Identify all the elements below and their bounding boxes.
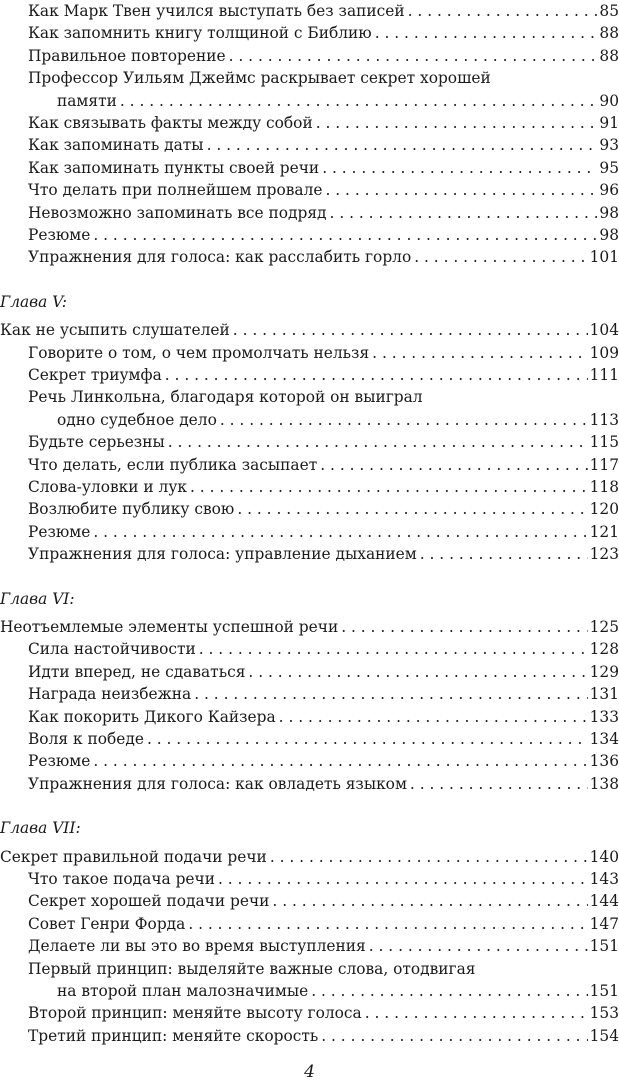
- entry-title: Что делать, если публика засыпает: [28, 455, 318, 474]
- entry-title: Как запоминать даты: [28, 136, 204, 155]
- dot-leader: [272, 890, 587, 912]
- dot-leader: [330, 202, 598, 224]
- toc-entry: [0, 90, 619, 112]
- entry-page-number: 144: [589, 892, 619, 911]
- entry-page-number: 88: [599, 24, 619, 43]
- entry-title: Совет Генри Форда: [28, 914, 186, 933]
- entry-page-number: 90: [599, 91, 619, 110]
- entry-title: Как связывать факты между собой: [28, 114, 313, 132]
- entry-title: Что такое подача речи: [28, 870, 215, 888]
- toc-entry: [0, 112, 619, 134]
- entry-page-number: 95: [599, 158, 619, 177]
- entry-page-number: 133: [589, 707, 619, 726]
- toc-entry: [0, 476, 619, 498]
- entry-title: памяти: [57, 91, 117, 110]
- toc-entry: [0, 498, 619, 520]
- toc-entry: [0, 521, 619, 543]
- toc-entry: [0, 980, 619, 1002]
- dot-leader: [190, 476, 588, 498]
- dot-leader: [147, 728, 588, 750]
- entry-title-first-line: Первый принцип: выделяйте важные слова, отодвигая: [28, 959, 476, 978]
- entry-page-number: 96: [599, 181, 619, 200]
- toc-entry: [0, 683, 619, 705]
- dot-leader: [237, 498, 587, 520]
- entry-title: Воля к победе: [28, 730, 144, 748]
- dot-leader: [270, 846, 588, 868]
- toc-entry: [0, 1002, 619, 1024]
- entry-page-number: 111: [589, 366, 619, 384]
- entry-title: Упражнения для голоса: как расслабить горло: [28, 248, 412, 267]
- toc-entry: [0, 706, 619, 728]
- chapter-heading: Глава VI:: [0, 589, 75, 608]
- entry-title: Будьте серьезны: [28, 433, 165, 452]
- entry-title: Слова-уловки и лук: [28, 478, 187, 496]
- dot-leader: [410, 773, 588, 795]
- dot-leader: [248, 661, 587, 683]
- dot-leader: [199, 638, 588, 660]
- entry-title: Резюме: [28, 226, 91, 244]
- dot-leader: [321, 1025, 587, 1047]
- entry-title: Упражнения для голоса: управление дыханием: [28, 545, 417, 564]
- dot-leader: [311, 980, 587, 1002]
- entry-title: Награда неизбежна: [28, 685, 192, 704]
- toc-entry: [0, 543, 619, 565]
- dot-leader: [325, 179, 597, 201]
- entry-title: Второй принцип: меняйте высоту голоса: [28, 1004, 362, 1023]
- toc-entry: [0, 409, 619, 431]
- entry-page-number: 123: [589, 545, 619, 564]
- entry-page-number: 138: [589, 774, 619, 793]
- toc-entry: [0, 202, 619, 224]
- dot-leader: [188, 913, 587, 935]
- entry-title: Сила настойчивости: [28, 640, 196, 659]
- entry-page-number: 125: [589, 618, 619, 636]
- toc-entry: [0, 868, 619, 890]
- toc-entry-first-line: [0, 958, 619, 980]
- entry-title-first-line: Профессор Уильям Джеймс раскрывает секрет хорошей: [28, 69, 491, 88]
- dot-leader: [194, 683, 587, 705]
- toc-entry-first-line: [0, 386, 619, 408]
- dot-leader: [320, 454, 587, 476]
- entry-page-number: 101: [589, 248, 619, 267]
- toc-entry: [0, 0, 619, 22]
- entry-page-number: 134: [589, 730, 619, 748]
- toc-entry: [0, 750, 619, 772]
- toc-entry: [0, 1025, 619, 1047]
- dot-leader: [316, 112, 598, 134]
- dot-leader: [408, 0, 598, 22]
- entry-page-number: 131: [589, 685, 619, 704]
- page-number: 4: [304, 1062, 315, 1082]
- entry-title: Как запоминать пункты своей речи: [28, 158, 320, 177]
- entry-page-number: 117: [589, 455, 619, 474]
- entry-page-number: 153: [589, 1004, 619, 1023]
- entry-page-number: 147: [589, 914, 619, 933]
- dot-leader: [165, 364, 588, 386]
- dot-leader: [233, 319, 588, 341]
- entry-page-number: 140: [589, 847, 619, 866]
- toc-entry: [0, 134, 619, 156]
- entry-title: Резюме: [28, 522, 91, 541]
- entry-title: Третий принцип: меняйте скорость: [28, 1026, 319, 1045]
- dot-leader: [120, 90, 598, 112]
- toc-entry: [0, 638, 619, 660]
- entry-title: Как запомнить книгу толщиной с Библию: [28, 24, 372, 43]
- entry-title: Неотъемлемые элементы успешной речи: [0, 618, 339, 636]
- entry-page-number: 151: [589, 982, 619, 1000]
- dot-leader: [341, 616, 587, 638]
- toc-entry: [0, 890, 619, 912]
- dot-leader: [279, 706, 588, 728]
- chapter-title-row: [0, 616, 619, 638]
- entry-page-number: 136: [589, 752, 619, 771]
- entry-page-number: 128: [589, 640, 619, 659]
- entry-page-number: 93: [599, 136, 619, 155]
- toc-entry: [0, 454, 619, 476]
- dot-leader: [420, 543, 588, 565]
- dot-leader: [375, 22, 598, 44]
- entry-title: Секрет хорошей подачи речи: [28, 892, 270, 911]
- chapter-heading: Глава VII:: [0, 819, 81, 838]
- entry-title: Резюме: [28, 752, 91, 771]
- dot-leader: [322, 157, 597, 179]
- entry-title: Как покорить Дикого Кайзера: [28, 707, 276, 726]
- chapter-title-row: [0, 319, 619, 341]
- entry-title: Говорите о том, о чем промолчать нельзя: [28, 343, 370, 362]
- entry-page-number: 98: [599, 203, 619, 222]
- chapter-heading: Глава V:: [0, 292, 67, 311]
- toc-entry: [0, 22, 619, 44]
- entry-page-number: 143: [589, 870, 619, 888]
- dot-leader: [365, 1002, 588, 1024]
- toc-entry: [0, 364, 619, 386]
- dot-leader: [93, 750, 587, 772]
- dot-leader: [93, 521, 587, 543]
- toc-entry: [0, 224, 619, 246]
- entry-title: Секрет правильной подачи речи: [0, 847, 267, 866]
- toc-entry: [0, 246, 619, 268]
- dot-leader: [372, 342, 587, 364]
- entry-page-number: 154: [589, 1026, 619, 1045]
- toc-entry: [0, 773, 619, 795]
- toc-entry: [0, 157, 619, 179]
- toc-entry: [0, 935, 619, 957]
- entry-page-number: 115: [589, 433, 619, 452]
- entry-page-number: 121: [589, 522, 619, 541]
- entry-title: Идти вперед, не сдаваться: [28, 662, 246, 681]
- dot-leader: [220, 409, 588, 431]
- toc-entry: [0, 342, 619, 364]
- entry-title: Правильное повторение: [28, 46, 226, 65]
- toc-entry: [0, 45, 619, 67]
- entry-title: Как не усыпить слушателей: [0, 321, 230, 340]
- dot-leader: [414, 246, 587, 268]
- entry-page-number: 104: [589, 321, 619, 340]
- entry-page-number: 113: [589, 410, 619, 429]
- entry-title: Упражнения для голоса: как овладеть языком: [28, 774, 407, 793]
- dot-leader: [218, 868, 588, 890]
- entry-title: Что делать при полнейшем провале: [28, 181, 323, 200]
- entry-page-number: 118: [589, 478, 619, 496]
- dot-leader: [229, 45, 598, 67]
- toc-entry: [0, 661, 619, 683]
- dot-leader: [369, 935, 588, 957]
- entry-page-number: 91: [599, 114, 619, 132]
- entry-title: Делаете ли вы это во время выступления: [28, 937, 366, 956]
- dot-leader: [207, 134, 598, 156]
- entry-title: на второй план малозначимые: [57, 982, 309, 1000]
- entry-page-number: 151: [589, 937, 619, 956]
- entry-page-number: 120: [589, 500, 619, 519]
- dot-leader: [93, 224, 597, 246]
- entry-title: Как Марк Твен учился выступать без записей: [28, 2, 405, 20]
- toc-entry-first-line: [0, 67, 619, 89]
- entry-page-number: 85: [599, 2, 619, 20]
- entry-title: Невозможно запоминать все подряд: [28, 203, 327, 222]
- dot-leader: [168, 431, 588, 453]
- chapter-title-row: [0, 846, 619, 868]
- entry-page-number: 129: [589, 662, 619, 681]
- entry-title: Возлюбите публику свою: [28, 500, 235, 519]
- entry-title-first-line: Речь Линкольна, благодаря которой он выиграл: [28, 388, 423, 407]
- toc-entry: [0, 431, 619, 453]
- entry-page-number: 98: [599, 226, 619, 244]
- toc-entry: [0, 179, 619, 201]
- toc-entry: [0, 728, 619, 750]
- toc-entry: [0, 913, 619, 935]
- entry-title: одно судебное дело: [57, 410, 217, 429]
- entry-title: Секрет триумфа: [28, 366, 162, 384]
- entry-page-number: 109: [589, 343, 619, 362]
- entry-page-number: 88: [599, 46, 619, 65]
